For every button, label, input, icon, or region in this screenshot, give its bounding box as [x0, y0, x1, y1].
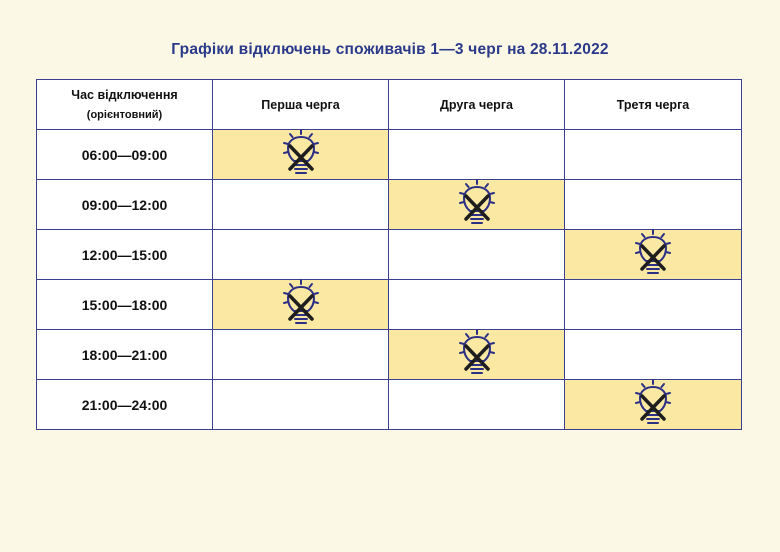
empty-cell-queue-3 — [565, 130, 742, 180]
time-slot-cell: 06:00—09:00 — [37, 130, 213, 180]
empty-cell-queue-1 — [213, 330, 389, 380]
queue-header-2: Друга черга — [389, 80, 565, 130]
table-row — [37, 280, 742, 330]
time-column-header — [37, 80, 213, 130]
empty-cell-queue-3 — [565, 180, 742, 230]
empty-cell-queue-1 — [213, 180, 389, 230]
empty-cell-queue-3 — [565, 330, 742, 380]
table-row — [37, 180, 742, 230]
crossed-lightbulb-icon — [279, 279, 323, 331]
time-header-label: Час відключення — [71, 87, 178, 102]
table-row — [37, 230, 742, 280]
queue-header-3: Третя черга — [565, 80, 742, 130]
empty-cell-queue-3 — [565, 280, 742, 330]
outage-cell-queue-2 — [389, 180, 565, 230]
time-header-sublabel: (орієнтовний) — [86, 108, 163, 121]
empty-cell-queue-2 — [389, 280, 565, 330]
outage-cell-queue-2 — [389, 330, 565, 380]
empty-cell-queue-1 — [213, 230, 389, 280]
page-title: Графіки відключень споживачів 1—3 черг на 28.11.2022 — [171, 41, 609, 58]
crossed-lightbulb-icon — [631, 379, 675, 431]
empty-cell-queue-1 — [213, 380, 389, 430]
crossed-lightbulb-icon — [279, 129, 323, 181]
table-row — [37, 130, 742, 180]
outage-cell-queue-3 — [565, 230, 742, 280]
crossed-lightbulb-icon — [455, 329, 499, 381]
empty-cell-queue-2 — [389, 380, 565, 430]
outage-cell-queue-1 — [213, 280, 389, 330]
table-row — [37, 330, 742, 380]
time-slot-cell: 18:00—21:00 — [37, 330, 213, 380]
time-slot-cell: 09:00—12:00 — [37, 180, 213, 230]
empty-cell-queue-2 — [389, 130, 565, 180]
time-slot-cell: 15:00—18:00 — [37, 280, 213, 330]
crossed-lightbulb-icon — [455, 179, 499, 231]
table-row — [37, 380, 742, 430]
empty-cell-queue-2 — [389, 230, 565, 280]
outage-cell-queue-3 — [565, 380, 742, 430]
outage-schedule-table — [36, 79, 742, 430]
outage-cell-queue-1 — [213, 130, 389, 180]
crossed-lightbulb-icon — [631, 229, 675, 281]
table-header-row — [37, 80, 742, 130]
time-slot-cell: 21:00—24:00 — [37, 380, 213, 430]
queue-header-1: Перша черга — [213, 80, 389, 130]
time-slot-cell: 12:00—15:00 — [37, 230, 213, 280]
